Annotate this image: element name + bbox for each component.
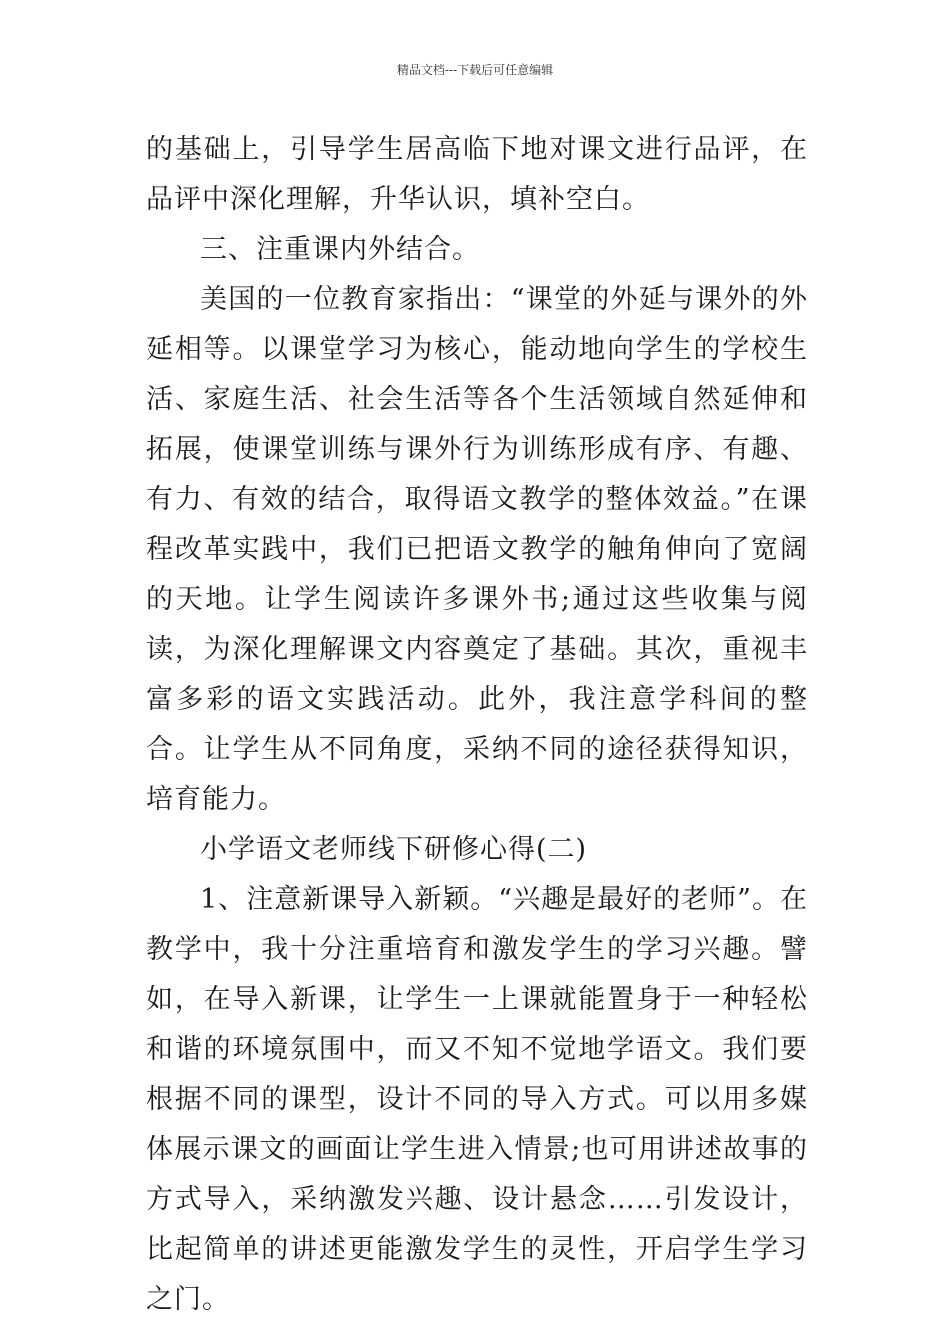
paragraph-new-lesson-intro: 1、注意新课导入新颖。“兴趣是最好的老师”。在教学中，我十分注重培育和激发学生的学习兴趣。譬如，在导入新课，让学生一上课就能置身于一种轻松 和谐的环境氛围中，而又不知不觉地学语文。我们要根据不同的课型，设计不同的导入方式。可以用多媒体展示课文的画面让学生进入情景;也可用讲述故事的方式导入，采纳激发兴趣、设计悬念……引发设计，比起简单的讲述更能激发学生的灵性，开启学生学习之门。 [146,884,836,1315]
section-heading: 三、注重课内外结合。 [200,234,480,265]
paragraph-continuation: 的基础上，引导学生居高临下地对课文进行品评，在品评中深化理解，升华认识，填补空白。 [146,134,808,215]
document-body [146,125,836,1325]
paragraph-educator-quote: 美国的一位教育家指出：“课堂的外延与课外的外延相等。以课堂学习为核心，能动地向学生的学校生活、家庭生活、社会生活等各个生活领域自然延伸和拓展，使课堂训练与课外行为训练形成有序、有趣、有力、有效的结合，取得语文教学的整体效益。”在课程改革实践中，我们已把语文教学的触角伸向了宽阔的天地。让学生阅读许多课外书;通过这些收集与阅读，为深化理解课文内容奠定了基础。其次，重视丰富多彩的语文实践活动。此外，我注意学科间的整合。让学生从不同角度，采纳不同的途径获得知识，培育能力。 [146,284,808,815]
article-subtitle: 小学语文老师线下研修心得(二) [200,834,588,865]
page-header-note: 精品文档---下载后可任意编辑 [396,63,554,77]
